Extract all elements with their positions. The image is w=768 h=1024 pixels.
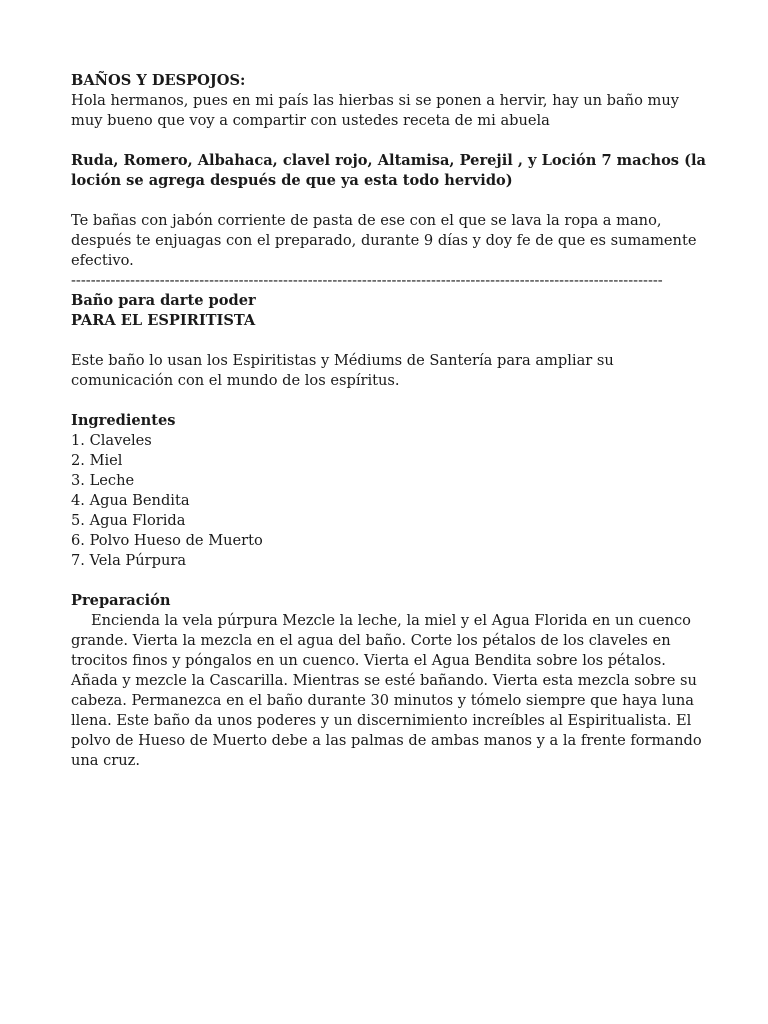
instructions-paragraph: Te bañas con jabón corriente de pasta de ese con el que se lava la ropa a mano, después te enjuagas con el preparado, durante 9 días y doy fe de que es sumamente efectivo. <box>71 212 702 269</box>
list-item: 6. Polvo Hueso de Muerto <box>71 532 263 549</box>
recipe-title: Baño para darte poder <box>71 292 256 309</box>
intro-paragraph: Hola hermanos, pues en mi país las hierbas si se ponen a hervir, hay un baño muy muy bueno que voy a compartir con ustedes receta de mi abuela <box>71 92 684 129</box>
list-item: 2. Miel <box>71 452 123 469</box>
list-item: 1. Claveles <box>71 432 152 449</box>
list-item: 5. Agua Florida <box>71 512 186 529</box>
preparation-heading: Preparación <box>71 592 171 609</box>
ingredients-heading: Ingredientes <box>71 412 176 429</box>
document-page <box>71 71 711 771</box>
list-item: 3. Leche <box>71 472 135 489</box>
list-item: 7. Vela Púrpura <box>71 552 187 569</box>
section-title: BAÑOS Y DESPOJOS: <box>71 72 246 89</box>
divider-line: ------------------------------------------------------------------------------------------------------------------------ <box>71 272 663 289</box>
list-item: 4. Agua Bendita <box>71 492 190 509</box>
ingredients-list <box>71 431 711 571</box>
preparation-paragraph: Encienda la vela púrpura Mezcle la leche, la miel y el Agua Florida en un cuenco grande. Vierta la mezcla en el agua del baño. Corte los pétalos de los claveles en trocitos finos y póngalos en un cuenco. Vierta el Agua Bendita sobre los pétalos. Añada y mezcle la Cascarilla. Mientras se esté bañando. Vierta esta mezcla sobre su cabeza. Permanezca en el baño durante 30 minutos y tómelo siempre que haya luna llena. Este baño da unos poderes y un discernimiento increíbles al Espiritualista. El polvo de Hueso de Muerto debe a las palmas de ambas manos y a la frente formando una cruz. <box>71 612 707 769</box>
recipe-description: Este baño lo usan los Espiritistas y Médiums de Santería para ampliar su comunicación con el mundo de los espíritus. <box>71 352 619 389</box>
recipe-subtitle: PARA EL ESPIRITISTA <box>71 312 256 329</box>
herbs-paragraph: Ruda, Romero, Albahaca, clavel rojo, Altamisa, Perejil , y Loción 7 machos (la loción se agrega después de que ya esta todo hervido) <box>71 152 712 189</box>
